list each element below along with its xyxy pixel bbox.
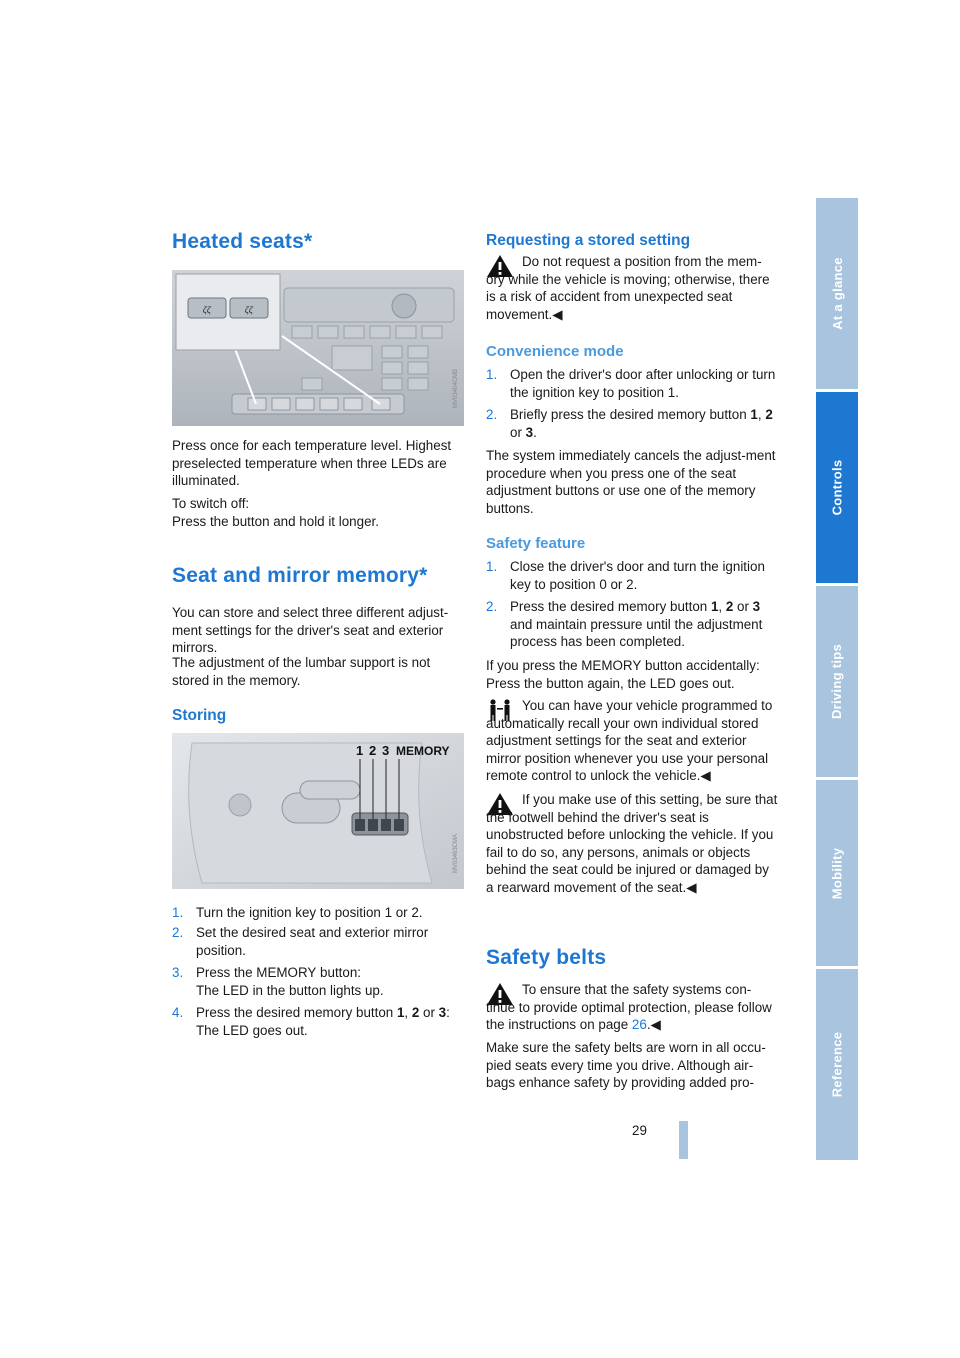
tab-controls[interactable]: Controls bbox=[816, 392, 858, 583]
belts-warning: To ensure that the safety systems con-tinue to provide optimal protection, please follow the instructions on page 26.◀ bbox=[486, 982, 772, 1033]
safety-p1: If you press the MEMORY button accidentally: Press the button again, the LED goes out. bbox=[486, 658, 760, 691]
tab-at-a-glance[interactable]: At a glance bbox=[816, 198, 858, 389]
convenience-p1: The system immediately cancels the adjust-ment procedure when you press one of the seat adjustment buttons or use one of the memory buttons. bbox=[486, 448, 776, 516]
memory-p2: The adjustment of the lumbar support is not stored in the memory. bbox=[172, 655, 431, 688]
svg-text:𝜁𝜁: 𝜁𝜁 bbox=[244, 305, 254, 315]
memory-figure bbox=[172, 733, 464, 889]
page-number: 29 bbox=[632, 1123, 647, 1138]
belts-p1: Make sure the safety belts are worn in all occu-pied seats every time you drive. Although air-bags enhance safety by providing added pro- bbox=[486, 1040, 766, 1091]
storing-title: Storing bbox=[172, 707, 227, 724]
memory-p1: You can store and select three different adjust-ment settings for the driver's seat and exterior mirrors. bbox=[172, 605, 449, 656]
convenience-title: Convenience mode bbox=[486, 343, 624, 360]
safety-note: You can have your vehicle programmed to automatically recall your own individual stored adjustment settings for the seat and exterior mirror position whenever you use your personal remote control to unlock the vehicle.◀ bbox=[486, 698, 773, 784]
heated-seats-p1: Press once for each temperature level. Highest preselected temperature when three LEDs are illuminated. bbox=[172, 438, 452, 489]
tab-reference[interactable]: Reference bbox=[816, 969, 858, 1160]
heated-seats-p2a: To switch off: bbox=[172, 496, 250, 511]
safety-title: Safety feature bbox=[486, 535, 586, 552]
page-number-bar bbox=[679, 1121, 688, 1159]
heated-seats-p2b: Press the button and hold it longer. bbox=[172, 514, 379, 529]
fig-label-memory: MEMORY bbox=[396, 744, 450, 758]
figure-code-2: MV03463CMA bbox=[453, 833, 459, 873]
figure-code-1: MV03404CMB bbox=[453, 368, 459, 408]
fig-label-1: 1 bbox=[356, 743, 364, 758]
heated-seats-title: Heated seats* bbox=[172, 230, 313, 253]
fig-label-3: 3 bbox=[382, 743, 390, 758]
request-title: Requesting a stored setting bbox=[486, 232, 691, 249]
tab-driving-tips[interactable]: Driving tips bbox=[816, 586, 858, 777]
svg-text:𝜁𝜁: 𝜁𝜁 bbox=[202, 305, 212, 315]
belts-title: Safety belts bbox=[486, 946, 607, 969]
tab-mobility[interactable]: Mobility bbox=[816, 780, 858, 966]
safety-warning: If you make use of this setting, be sure that the footwell behind the driver's seat is unobstructed before unlocking the vehicle. If you fail to do so, any persons, animals or objects behind the seat could be injured or damaged by a rearward movement of the seat.◀ bbox=[486, 792, 778, 895]
heated-seats-figure bbox=[172, 270, 464, 426]
request-warning: Do not request a position from the mem-ory while the vehicle is moving; otherwise, there is a risk of accident from unexpected seat movement.◀ bbox=[486, 254, 770, 322]
fig-label-2: 2 bbox=[369, 743, 377, 758]
chapter-sidebar bbox=[816, 198, 858, 1160]
memory-title: Seat and mirror memory* bbox=[172, 564, 428, 587]
page-link[interactable]: 26 bbox=[631, 1017, 647, 1033]
